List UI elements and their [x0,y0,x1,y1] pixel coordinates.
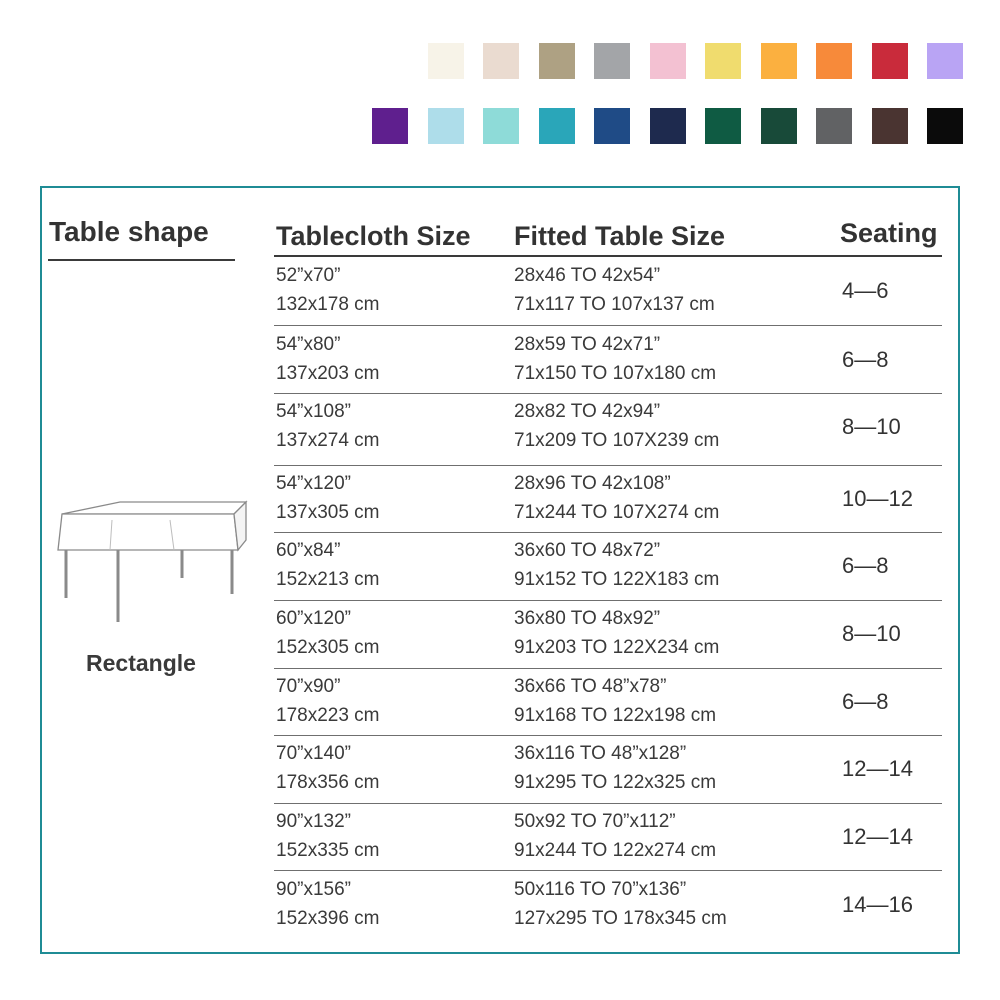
fitted-size-inches: 28x82 TO 42x94” [514,401,661,422]
color-swatch [761,108,797,144]
color-swatch [816,43,852,79]
header-tablecloth-size: Tablecloth Size [276,221,471,251]
tablecloth-size-inches: 60”x84” [276,540,341,561]
fitted-size-cm: 71x150 TO 107x180 cm [514,363,717,384]
color-swatch [428,43,464,79]
tablecloth-size-cm: 152x305 cm [276,637,380,658]
tablecloth-size-inches: 70”x140” [276,743,351,764]
header-divider-left [48,259,235,261]
color-swatch [705,108,741,144]
row-divider [274,465,942,466]
fitted-size-inches: 36x80 TO 48x92” [514,608,661,629]
fitted-size-inches: 50x116 TO 70”x136” [514,879,687,900]
color-swatch [705,43,741,79]
color-swatch [428,108,464,144]
color-swatch [650,43,686,79]
tablecloth-size-cm: 137x305 cm [276,502,380,523]
tablecloth-size-inches: 90”x156” [276,879,351,900]
row-divider [274,325,942,326]
shape-label-rectangle: Rectangle [86,650,196,676]
color-swatch [483,43,519,79]
seating-range: 8—10 [842,414,901,439]
color-swatch [594,43,630,79]
seating-range: 6—8 [842,689,889,714]
tablecloth-size-cm: 137x274 cm [276,430,380,451]
color-swatch [816,108,852,144]
tablecloth-size-cm: 152x396 cm [276,908,380,929]
seating-range: 10—12 [842,486,913,511]
row-divider [274,803,942,804]
seating-range: 14—16 [842,892,913,917]
rectangle-table-icon [50,500,250,630]
tablecloth-size-inches: 60”x120” [276,608,351,629]
row-divider [274,668,942,669]
header-table-shape: Table shape [49,216,209,247]
color-swatches-row-2 [0,108,1000,148]
header-fitted-table-size: Fitted Table Size [514,221,726,251]
color-swatch [372,43,408,79]
color-swatch [372,108,408,144]
fitted-size-inches: 50x92 TO 70”x112” [514,811,676,832]
seating-range: 6—8 [842,553,889,578]
tablecloth-size-inches: 54”x108” [276,401,351,422]
fitted-size-inches: 36x66 TO 48”x78” [514,676,667,697]
seating-range: 12—14 [842,756,913,781]
tablecloth-size-cm: 178x356 cm [276,772,380,793]
tablecloth-size-inches: 90”x132” [276,811,351,832]
row-divider [274,393,942,394]
row-divider [274,735,942,736]
tablecloth-size-inches: 52”x70” [276,265,341,286]
header-divider-right [274,255,942,257]
tablecloth-size-cm: 152x213 cm [276,569,380,590]
tablecloth-size-cm: 178x223 cm [276,705,380,726]
fitted-size-cm: 71x244 TO 107X274 cm [514,502,720,523]
tablecloth-size-inches: 54”x80” [276,334,341,355]
tablecloth-size-inches: 70”x90” [276,676,341,697]
row-divider [274,532,942,533]
tablecloth-size-inches: 54”x120” [276,473,351,494]
fitted-size-cm: 91x168 TO 122x198 cm [514,705,717,726]
seating-range: 6—8 [842,347,889,372]
fitted-size-cm: 91x203 TO 122X234 cm [514,637,720,658]
fitted-size-cm: 91x152 TO 122X183 cm [514,569,720,590]
color-swatch [483,108,519,144]
fitted-size-inches: 36x60 TO 48x72” [514,540,661,561]
fitted-size-inches: 28x59 TO 42x71” [514,334,661,355]
fitted-size-inches: 28x96 TO 42x108” [514,473,671,494]
seating-range: 4—6 [842,278,889,303]
fitted-size-inches: 28x46 TO 42x54” [514,265,661,286]
color-swatch [872,108,908,144]
fitted-size-cm: 91x244 TO 122x274 cm [514,840,717,861]
row-divider [274,870,942,871]
fitted-size-cm: 71x209 TO 107X239 cm [514,430,720,451]
color-swatch [927,43,963,79]
row-divider [274,600,942,601]
color-swatches-row-1 [0,43,1000,83]
color-swatch [539,43,575,79]
tablecloth-size-cm: 137x203 cm [276,363,380,384]
color-swatch [539,108,575,144]
tablecloth-size-cm: 152x335 cm [276,840,380,861]
header-seating: Seating [840,218,938,248]
seating-range: 12—14 [842,824,913,849]
color-swatch [594,108,630,144]
color-swatch [872,43,908,79]
color-swatch [761,43,797,79]
fitted-size-cm: 91x295 TO 122x325 cm [514,772,717,793]
color-swatch [650,108,686,144]
fitted-size-inches: 36x116 TO 48”x128” [514,743,687,764]
fitted-size-cm: 71x117 TO 107x137 cm [514,294,715,315]
fitted-size-cm: 127x295 TO 178x345 cm [514,908,727,929]
seating-range: 8—10 [842,621,901,646]
color-swatch [927,108,963,144]
tablecloth-size-cm: 132x178 cm [276,294,380,315]
